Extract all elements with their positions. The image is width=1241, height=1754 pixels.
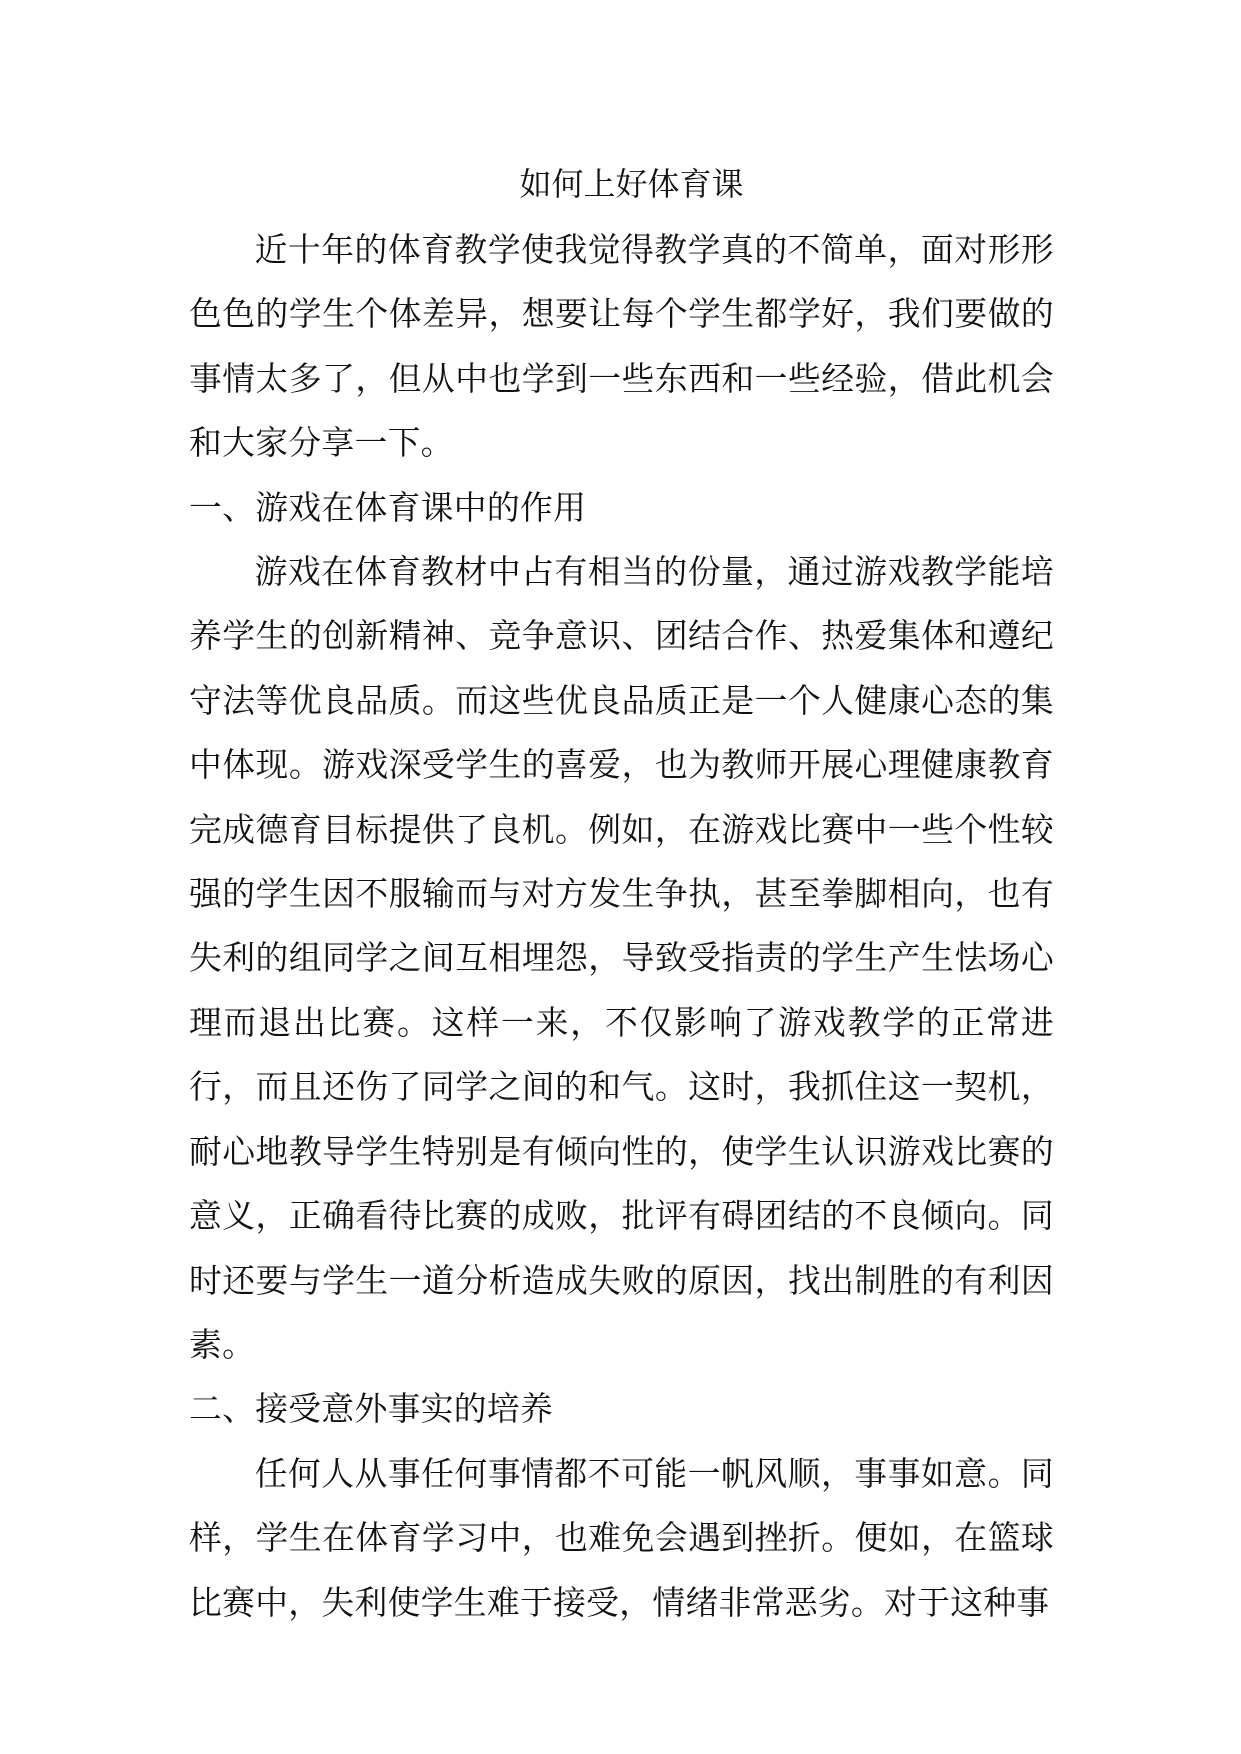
section-1-paragraph: 游戏在体育教材中占有相当的份量，通过游戏教学能培养学生的创新精神、竞争意识、团结合作、热爱集体和遵纪守法等优良品质。而这些优良品质正是一个人健康心态的集中体现。游戏深受学生的喜爱，也为教师开展心理健康教育完成德育目标提供了良机。例如，在游戏比赛中一些个性较强的学生因不服输而与对方发生争执，甚至拳脚相向，也有失利的组同学之间互相埋怨，导致受指责的学生产生怯场心理而退出比赛。这样一来，不仅影响了游戏教学的正常进行，而且还伤了同学之间的和气。这时，我抓住这一契机，耐心地教导学生特别是有倾向性的，使学生认识游戏比赛的意义，正确看待比赛的成败，批评有碍团结的不良倾向。同时还要与学生一道分析造成失败的原因，找出制胜的有利因素。: [189, 553, 1054, 1364]
document-title: 如何上好体育课: [519, 165, 744, 203]
section-2-paragraph: 任何人从事任何事情都不可能一帆风顺，事事如意。同样，学生在体育学习中，也难免会遇到挫折。便如，在篮球比赛中，失利使学生难于接受，情绪非常恶劣。对于这种事: [189, 1454, 1054, 1622]
intro-paragraph: 近十年的体育教学使我觉得教学真的不简单，面对形形色色的学生个体差异，想要让每个学生都学好，我们要做的事情太多了，但从中也学到一些东西和一些经验，借此机会和大家分享一下。: [189, 231, 1054, 463]
document-page: [189, 150, 1054, 1635]
section-1-heading: 一、游戏在体育课中的作用: [189, 488, 587, 527]
section-2-heading: 二、接受意外事实的培养: [189, 1390, 554, 1429]
